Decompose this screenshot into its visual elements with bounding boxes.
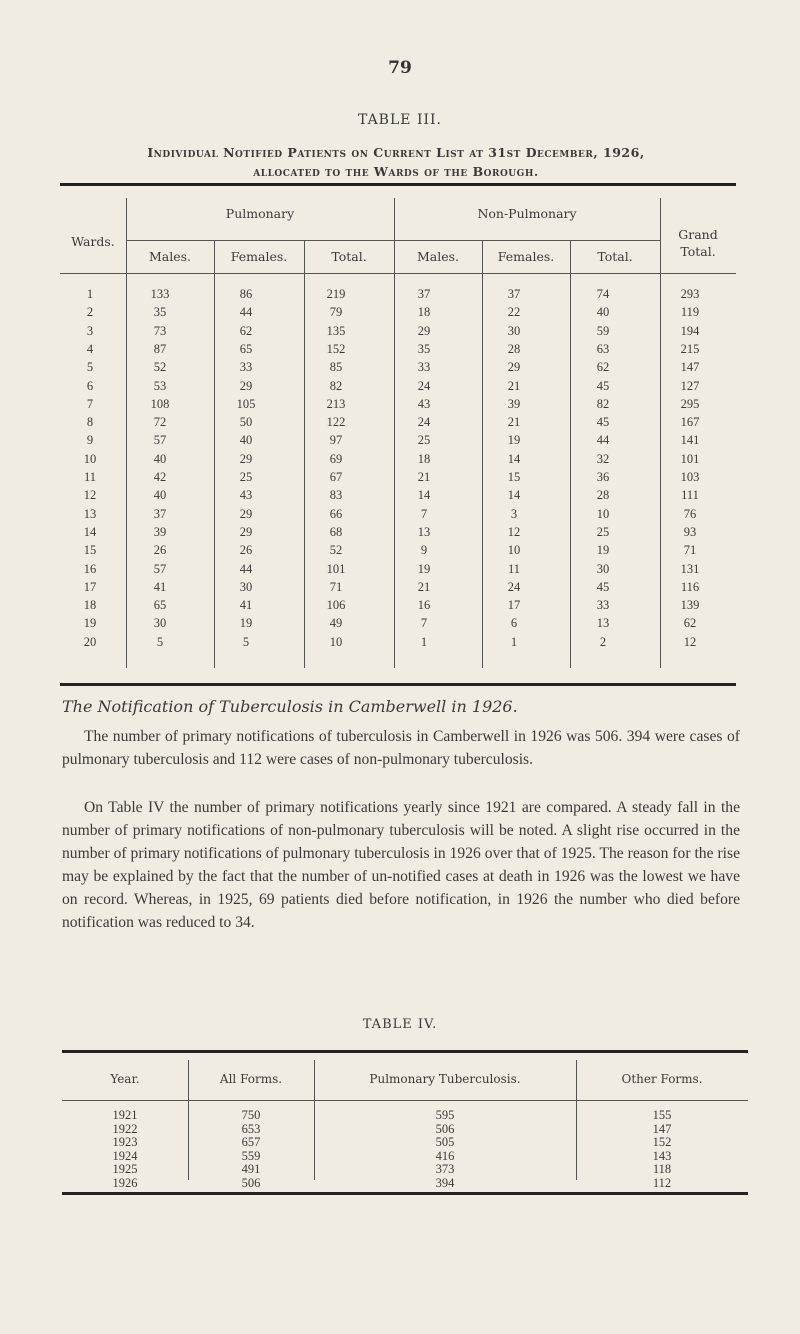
table3-cell-pulm-total: 122 [326,415,346,430]
table3-cell-nonpulm-males: 43 [417,396,431,411]
table3-cell-grand-total: 295 [680,396,700,411]
table3-cell-pulm-females: 41 [239,598,253,613]
table4-cell-year: 1921 [112,1108,138,1122]
table3-cell-nonpulm-total: 63 [596,341,610,356]
table3 [60,188,736,688]
table3-cell-grand-total: 147 [680,360,700,375]
table3-cell-ward: 2 [86,305,94,320]
table3-cell-nonpulm-total: 45 [596,415,610,430]
table4-cell-all-forms: 491 [241,1162,261,1176]
table4-cell-all-forms: 657 [241,1135,261,1149]
table3-cell-nonpulm-males: 24 [417,378,431,393]
table3-cell-nonpulm-males: 13 [417,524,431,539]
table4-cell-other-forms: 152 [652,1135,672,1149]
table3-col-divider [214,240,215,668]
table3-cell-grand-total: 293 [680,287,700,301]
header-pulmonary: Pulmonary [225,206,295,221]
table4-cell-all-forms: 653 [241,1121,261,1136]
table3-cell-pulm-total: 71 [329,579,343,594]
table3-cell-nonpulm-males: 7 [420,616,428,631]
table3-cell-nonpulm-males: 14 [417,488,431,503]
table3-cell-pulm-males: 41 [153,579,167,594]
table3-cell-grand-total: 194 [680,323,700,338]
table3-cell-nonpulm-males: 1 [420,634,428,649]
table3-cell-grand-total: 116 [680,579,700,594]
table3-cell-pulm-total: 85 [329,360,343,375]
table3-cell-pulm-total: 213 [326,396,346,411]
table3-cell-pulm-females: 19 [239,616,253,631]
table3-cell-nonpulm-males: 9 [420,543,428,558]
table3-cell-ward: 3 [86,323,94,338]
table3-cell-pulm-females: 62 [239,323,253,338]
table3-cell-grand-total: 71 [683,543,697,558]
table3-cell-grand-total: 131 [680,561,700,576]
table4 [62,1050,748,1200]
table3-cell-grand-total: 127 [680,378,700,393]
header-grand-total-line2: Total. [680,244,716,259]
table3-cell-nonpulm-females: 22 [507,305,521,320]
table3-cell-pulm-males: 57 [153,561,167,576]
table3-cell-pulm-males: 72 [153,415,167,430]
table4-cell-pulmonary: 373 [435,1162,455,1176]
header-pulm-females: Females. [230,249,288,264]
table3-cell-ward: 18 [83,598,97,613]
table3-cell-nonpulm-total: 45 [596,378,610,393]
table3-cell-nonpulm-females: 14 [507,451,521,466]
table3-cell-nonpulm-females: 30 [507,323,521,338]
table3-cell-nonpulm-total: 25 [596,524,610,539]
table3-caption-line2: allocated to the Wards of the Borough. [253,164,539,179]
table3-cell-pulm-females: 44 [239,305,253,320]
table4-cell-pulmonary: 394 [435,1175,455,1190]
table3-cell-pulm-total: 69 [329,451,343,466]
table3-cell-grand-total: 141 [680,433,700,448]
table3-cell-nonpulm-females: 1 [510,634,518,649]
table3-cell-grand-total: 167 [680,415,700,430]
t4-header-pulmonary: Pulmonary Tuberculosis. [369,1072,521,1086]
page-number: 79 [388,58,412,78]
table3-cell-pulm-total: 68 [329,524,343,539]
table3-cell-nonpulm-total: 45 [596,579,610,594]
table3-cell-grand-total: 103 [680,470,700,484]
table3-cell-ward: 4 [86,341,94,356]
table3-cell-nonpulm-males: 21 [417,579,431,594]
table4-cell-pulmonary: 505 [435,1135,455,1149]
table3-cell-pulm-total: 97 [329,433,343,448]
table3-cell-nonpulm-females: 11 [507,561,521,576]
table3-cell-pulm-females: 30 [239,579,253,594]
table3-cell-nonpulm-total: 10 [596,506,610,521]
table3-cell-nonpulm-total: 28 [596,488,610,503]
table4-cell-pulmonary: 416 [435,1148,455,1163]
table4-cell-other-forms: 155 [652,1108,672,1122]
table4-cell-all-forms: 506 [241,1175,261,1190]
table3-cell-pulm-males: 87 [153,341,167,356]
table3-cell-grand-total: 111 [681,488,699,503]
table3-cell-ward: 9 [86,433,94,448]
table3-cell-nonpulm-females: 10 [507,543,521,558]
table3-cell-nonpulm-total: 13 [596,616,610,631]
header-nonpulm-females: Females. [497,249,555,264]
table3-cell-nonpulm-females: 28 [507,341,521,356]
table3-cell-nonpulm-males: 33 [417,360,431,375]
table3-cell-pulm-females: 86 [239,287,253,301]
table3-col-divider [570,240,571,668]
table3-cell-nonpulm-total: 82 [596,396,610,411]
table3-cell-pulm-males: 65 [153,598,167,613]
table3-col-divider [126,198,127,668]
table3-cell-nonpulm-females: 3 [510,506,518,521]
table3-cell-pulm-females: 5 [242,634,250,649]
table4-cell-year: 1922 [112,1121,138,1136]
table3-cell-nonpulm-females: 21 [507,415,521,430]
table3-cell-ward: 11 [83,470,97,484]
table4-cell-all-forms: 750 [241,1108,261,1122]
table3-cell-ward: 20 [83,634,97,649]
table3-cell-ward: 1 [86,287,94,301]
table3-cell-nonpulm-total: 74 [596,287,610,301]
t4-header-all-forms: All Forms. [219,1072,283,1086]
table3-cell-nonpulm-females: 15 [507,470,521,484]
table3-cell-pulm-females: 40 [239,433,253,448]
table3-cell-grand-total: 76 [683,506,697,521]
table3-cell-pulm-total: 66 [329,506,343,521]
table4-cell-year: 1926 [112,1175,138,1190]
table3-cell-pulm-males: 52 [153,360,167,375]
table3-cell-pulm-females: 29 [239,506,253,521]
table3-cell-pulm-males: 30 [153,616,167,631]
table3-cell-ward: 13 [83,506,97,521]
table3-cell-nonpulm-females: 29 [507,360,521,375]
table3-cell-grand-total: 12 [683,634,697,649]
table3-cell-pulm-total: 82 [329,378,343,393]
table3-cell-pulm-total: 219 [326,287,346,301]
table3-cell-nonpulm-males: 18 [417,451,431,466]
table3-cell-pulm-total: 106 [326,598,346,613]
table3-cell-pulm-total: 83 [329,488,343,503]
table3-cell-pulm-males: 73 [153,323,167,338]
table4-cell-other-forms: 147 [652,1121,672,1136]
table3-cell-pulm-females: 25 [239,470,253,484]
table3-cell-nonpulm-total: 40 [596,305,610,320]
table3-cell-nonpulm-females: 14 [507,488,521,503]
table3-cell-nonpulm-males: 16 [417,598,431,613]
table4-cell-other-forms: 118 [652,1162,672,1176]
table3-cell-ward: 7 [86,396,94,411]
table4-cell-pulmonary: 506 [435,1121,455,1136]
table3-cell-pulm-females: 26 [239,543,253,558]
table3-cell-pulm-females: 65 [239,341,253,356]
table3-top-rule [60,183,736,186]
table4-cell-all-forms: 559 [241,1148,261,1163]
t4-header-year: Year. [110,1072,140,1086]
header-nonpulm-total: Total. [597,249,633,264]
table3-cell-nonpulm-females: 37 [507,287,521,301]
table3-cell-pulm-total: 67 [329,470,343,484]
table3-bottom-rule [60,683,736,686]
table3-cell-nonpulm-total: 33 [596,598,610,613]
table3-header-rule [60,273,736,274]
table3-cell-pulm-females: 50 [239,415,253,430]
table3-cell-pulm-females: 44 [239,561,253,576]
header-nonpulm-males: Males. [416,249,460,264]
t4-header-other-forms: Other Forms. [621,1072,703,1086]
table3-cell-pulm-males: 26 [153,543,167,558]
table3-cell-nonpulm-females: 6 [510,616,518,631]
table4-cell-other-forms: 143 [652,1148,672,1163]
table3-cell-ward: 14 [83,524,97,539]
table3-cell-grand-total: 139 [680,598,700,613]
table3-cell-nonpulm-total: 36 [596,470,610,484]
table3-cell-ward: 19 [83,616,97,631]
table3-cell-nonpulm-total: 44 [596,433,610,448]
table3-cell-grand-total: 101 [680,451,700,466]
table4-cell-pulmonary: 595 [435,1108,455,1122]
table3-cell-nonpulm-females: 24 [507,579,521,594]
table3-caption-line1: Individual Notified Patients on Current List at 31st December, 1926, [147,145,645,160]
table3-cell-pulm-males: 40 [153,488,167,503]
table3-cell-nonpulm-males: 29 [417,323,431,338]
table3-cell-nonpulm-females: 39 [507,396,521,411]
header-pulm-total: Total. [331,249,367,264]
table3-cell-pulm-males: 5 [156,634,164,649]
table3-cell-nonpulm-total: 62 [596,360,610,375]
table3-cell-nonpulm-females: 21 [507,378,521,393]
table3-cell-pulm-males: 53 [153,378,167,393]
table3-title: TABLE III. [358,112,442,128]
table3-cell-nonpulm-total: 32 [596,451,610,466]
table3-cell-pulm-total: 101 [326,561,346,576]
table3-cell-pulm-females: 29 [239,524,253,539]
table3-cell-nonpulm-males: 18 [417,305,431,320]
table3-cell-pulm-total: 79 [329,305,343,320]
table3-cell-grand-total: 62 [683,616,697,631]
table3-cell-pulm-females: 43 [239,488,253,503]
table4-title: TABLE IV. [362,1017,438,1032]
table3-cell-ward: 8 [86,415,94,430]
table3-cell-nonpulm-total: 30 [596,561,610,576]
table3-cell-pulm-total: 152 [326,341,346,356]
table3-subheader-rule [126,240,660,241]
table3-cell-pulm-males: 40 [153,451,167,466]
table4-header-rule [62,1100,748,1101]
table3-cell-nonpulm-total: 2 [599,634,607,649]
table3-cell-grand-total: 119 [680,305,700,320]
table3-cell-nonpulm-total: 59 [596,323,610,338]
table3-cell-ward: 12 [83,488,97,503]
table3-cell-ward: 5 [86,360,94,375]
table3-cell-pulm-females: 29 [239,378,253,393]
header-non-pulmonary: Non-Pulmonary [477,206,577,221]
table3-cell-nonpulm-total: 19 [596,543,610,558]
table3-cell-nonpulm-males: 35 [417,341,431,356]
table3-cell-pulm-males: 108 [150,396,170,411]
table3-cell-pulm-total: 49 [329,616,343,631]
table3-col-divider [304,240,305,668]
table3-cell-ward: 6 [86,378,94,393]
table3-cell-nonpulm-males: 21 [417,470,431,484]
table3-cell-pulm-females: 33 [239,360,253,375]
table3-cell-nonpulm-females: 19 [507,433,521,448]
table3-cell-grand-total: 215 [680,341,700,356]
table4-top-rule [62,1050,748,1053]
paragraph-1: The number of primary notifications of tuberculosis in Camberwell in 1926 was 506. 394 were cases of pulmonary tuberculosis and 112 were cases of non-pulmonary tuberculosis. [62,728,740,768]
table3-cell-nonpulm-males: 7 [420,506,428,521]
table4-cell-year: 1925 [112,1162,138,1176]
table4-bottom-rule [62,1192,748,1195]
table3-cell-nonpulm-males: 25 [417,433,431,448]
table3-cell-ward: 15 [83,543,97,558]
table3-cell-ward: 16 [83,561,97,576]
paragraph-2: On Table IV the number of primary notifications yearly since 1921 are compared. A steady fall in the number of primary notifications of non-pulmonary tuberculosis will be noted. A slight rise occurred in the number of primary notifications of pulmonary tuberculosis in 1926 over that of 1925. The reason for the rise may be explained by the fact that the number of un-notified cases at death in 1926 was the lowest we have on record. Whereas, in 1925, 69 patients died before notification, in 1926 the number who died before notification was reduced to 34. [62,799,740,931]
header-grand-total [660,226,736,260]
table3-cell-pulm-males: 42 [153,470,167,484]
table4-cell-year: 1923 [112,1135,138,1149]
table3-cell-pulm-males: 39 [153,524,167,539]
header-pulm-males: Males. [148,249,192,264]
table3-cell-nonpulm-females: 17 [507,598,521,613]
table3-caption [46,143,746,181]
table3-col-divider [482,240,483,668]
table3-cell-pulm-total: 52 [329,543,343,558]
table3-cell-pulm-males: 57 [153,433,167,448]
header-wards: Wards. [71,234,115,249]
table3-cell-nonpulm-females: 12 [507,524,521,539]
table3-cell-nonpulm-males: 24 [417,415,431,430]
table3-cell-nonpulm-males: 19 [417,561,431,576]
table3-cell-pulm-females: 105 [236,396,256,411]
table3-cell-pulm-females: 29 [239,451,253,466]
table3-cell-pulm-total: 10 [329,634,343,649]
table3-cell-pulm-total: 135 [326,323,346,338]
table3-cell-nonpulm-males: 37 [417,287,431,301]
table4-cell-other-forms: 112 [652,1175,672,1190]
table3-cell-ward: 17 [83,579,97,594]
table3-cell-pulm-males: 37 [153,506,167,521]
table4-cell-year: 1924 [112,1148,138,1163]
table3-cell-grand-total: 93 [683,524,697,539]
table3-cell-ward: 10 [83,451,97,466]
header-grand-total-line1: Grand [678,227,718,242]
table3-cell-pulm-males: 133 [150,287,170,301]
section-heading: The Notification of Tuberculosis in Camberwell in 1926. [62,697,518,716]
table3-cell-pulm-males: 35 [153,305,167,320]
